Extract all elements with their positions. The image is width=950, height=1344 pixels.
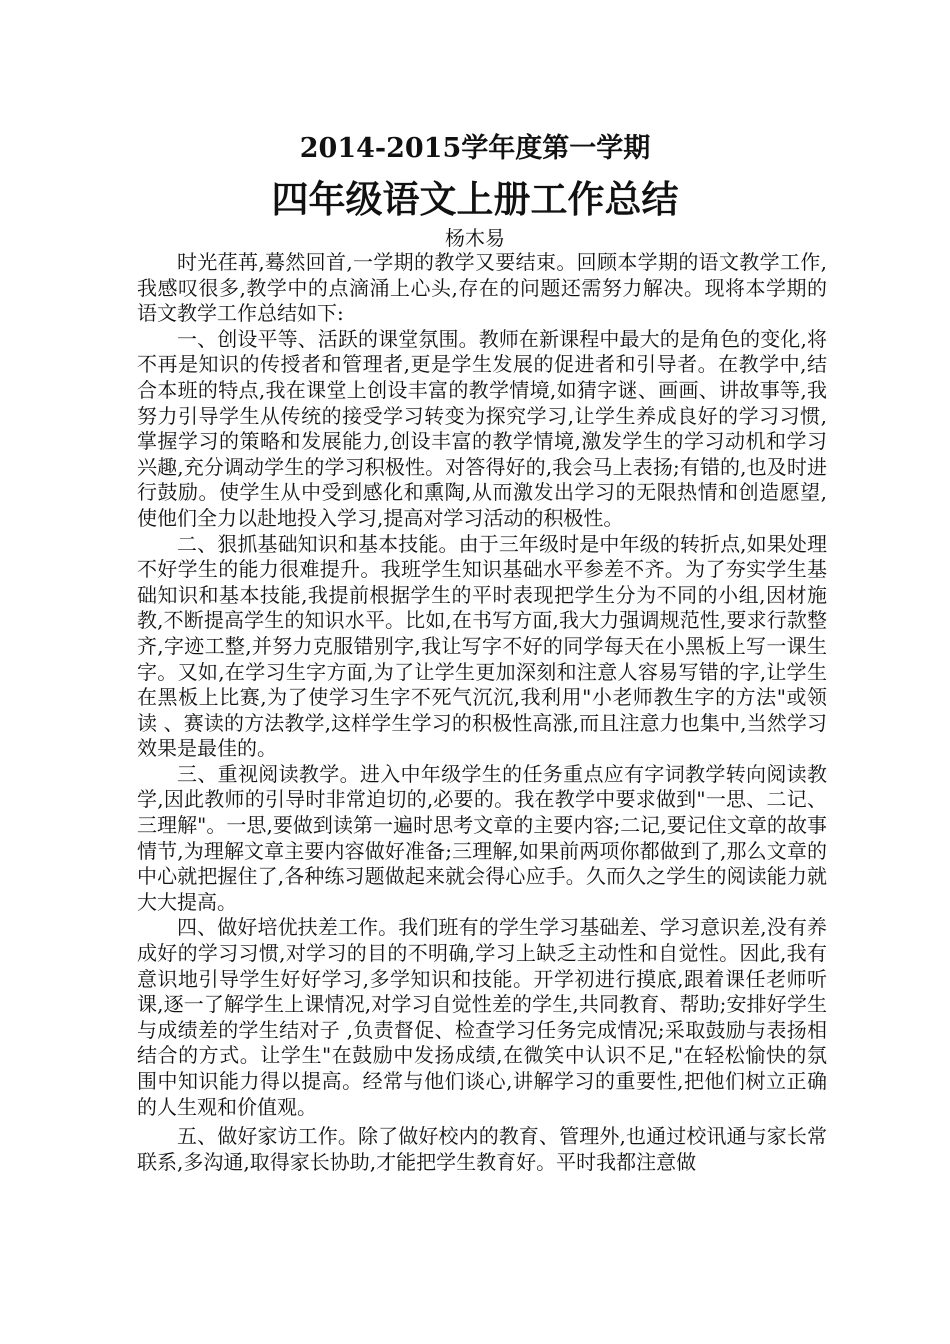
paragraph-section-2: 二、狠抓基础知识和基本技能。由于三年级时是中年级的转折点,如果处理不好学生的能力很难提升。我班学生知识基础水平参差不齐。为了夯实学生基础知识和基本技能,我提前根据学生的平时表现把学生分为不同的小组,因材施教,不断提高学生的知识水平。比如,在书写方面,我大力强调规范性,要求行款整齐,字迹工整,并努力克服错别字,我让写字不好的同学每天在小黑板上写一课生字。又如,在学习生字方面,为了让学生更加深刻和注意人容易写错的字,让学生在黑板上比赛,为了使学习生字不死气沉沉,我利用"小老师教生字的方法"或领读 、赛读的方法教学,这样学生学习的积极性高涨,而且注意力也集中,当然学习效果是最佳的。 xyxy=(137,531,827,761)
body-text xyxy=(137,250,827,1175)
author-name: 杨木易 xyxy=(445,226,505,250)
paragraph-section-4: 四、做好培优扶差工作。我们班有的学生学习基础差、学习意识差,没有养成好的学习习惯,对学习的目的不明确,学习上缺乏主动性和自觉性。因此,我有意识地引导学生好好学习,多学知识和技能。开学初进行摸底,跟着课任老师听课,逐一了解学生上课情况,对学习自觉性差的学生,共同教育、帮助;安排好学生与成绩差的学生结对子 ,负责督促、检查学习任务完成情况;采取鼓励与表扬相结合的方式。让学生"在鼓励中发扬成绩,在微笑中认识不足,"在轻松愉快的氛围中知识能力得以提高。经常与他们谈心,讲解学习的重要性,把他们树立正确的人生观和价值观。 xyxy=(137,915,827,1119)
paragraph-section-1: 一、创设平等、活跃的课堂氛围。教师在新课程中最大的是角色的变化,将不再是知识的传授者和管理者,更是学生发展的促进者和引导者。在教学中,结合本班的特点,我在课堂上创设丰富的教学情境,如猜字谜、画画、讲故事等,我努力引导学生从传统的接受学习转变为探究学习,让学生养成良好的学习习惯,掌握学习的策略和发展能力,创设丰富的教学情境,激发学生的学习动机和学习兴趣,充分调动学生的学习积极性。对答得好的,我会马上表扬;有错的,也及时进行鼓励。使学生从中受到感化和熏陶,从而激发出学习的无限热情和创造愿望,使他们全力以赴地投入学习,提高对学习活动的积极性。 xyxy=(137,326,827,530)
paragraph-section-5: 五、做好家访工作。除了做好校内的教育、管理外,也通过校讯通与家长常联系,多沟通,取得家长协助,才能把学生教育好。平时我都注意做 xyxy=(137,1124,827,1174)
paragraph-section-3: 三、重视阅读教学。进入中年级学生的任务重点应有字词教学转向阅读教学,因此教师的引导时非常迫切的,必要的。我在教学中要求做到"一思、二记、三理解"。一思,要做到读第一遍时思考文章的主要内容;二记,要记住文章的故事情节,为理解文章主要内容做好准备;三理解,如果前两项你都做到了,那么文章的中心就把握住了,各种练习题做起来就会得心应手。久而久之学生的阅读能力就大大提高。 xyxy=(137,761,827,914)
title-line-2: 四年级语文上册工作总结 xyxy=(271,177,679,221)
paragraph-intro: 时光荏苒,蓦然回首,一学期的教学又要结束。回顾本学期的语文教学工作,我感叹很多,教学中的点滴涌上心头,存在的问题还需努力解决。现将本学期的语文教学工作总结如下: xyxy=(137,250,827,326)
title-line-1: 2014-2015学年度第一学期 xyxy=(299,133,651,164)
